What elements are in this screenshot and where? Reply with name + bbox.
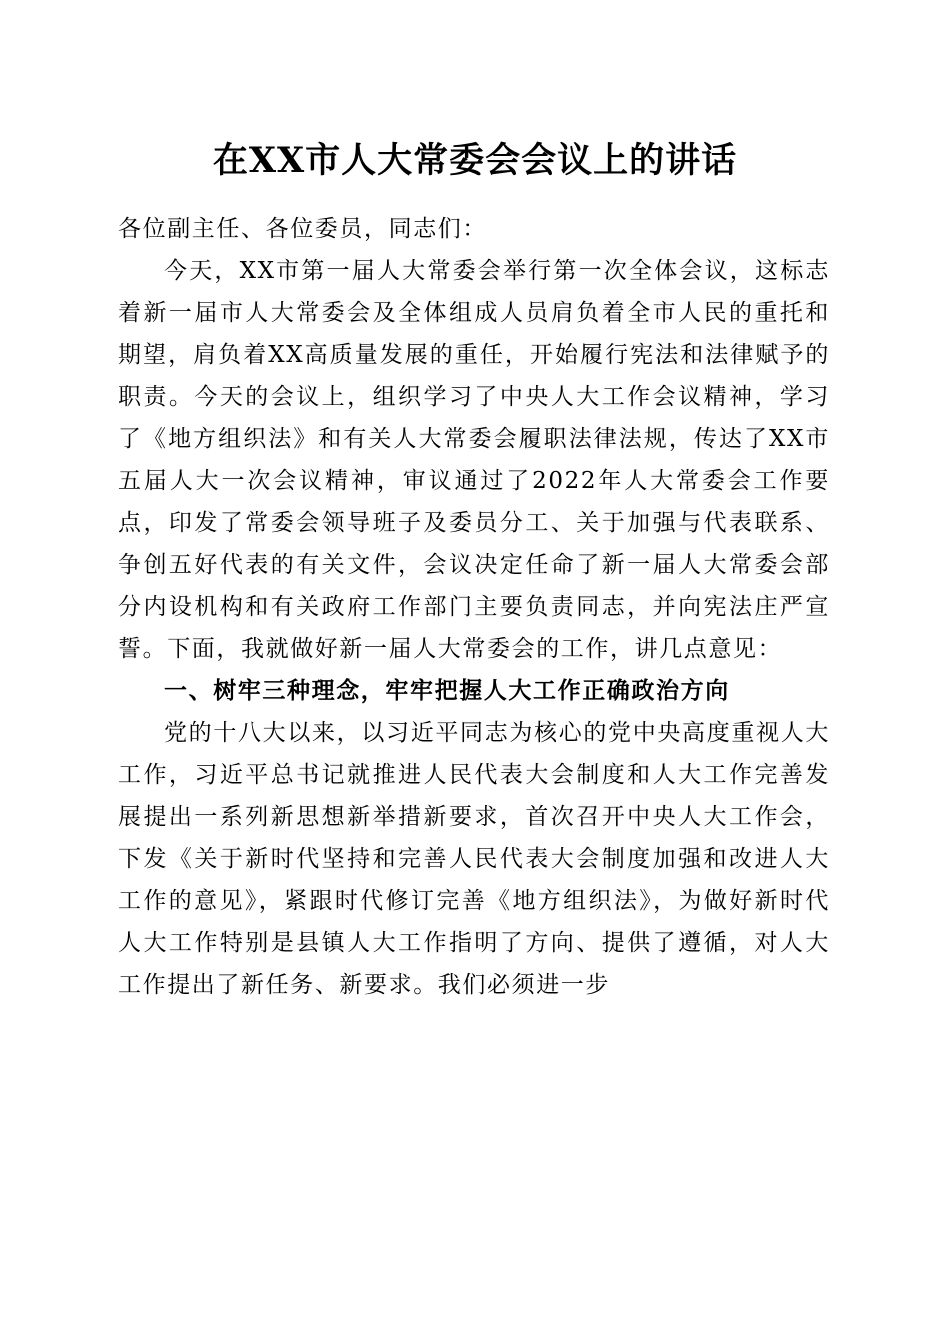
section-heading-1: 一、树牢三种理念，牢牢把握人大工作正确政治方向 [164, 678, 730, 704]
paragraph-intro: 今天，XX市第一届人大常委会举行第一次全体会议，这标志着新一届市人大常委会及全体组成人员肩负着全市人民的重托和期望，肩负着XX高质量发展的重任，开始履行宪法和法律赋予的职责。今天的会议上，组织学习了中央人大工作会议精神，学习了《地方组织法》和有关人大常委会履职法律法规，传达了XX市五届人大一次会议精神，审议通过了2022年人大常委会工作要点，印发了常委会领导班子及委员分工、关于加强与代表联系、争创五好代表的有关文件，会议决定任命了新一届人大常委会部分内设机构和有关政府工作部门主要负责同志，并向宪法庄严宣誓。下面，我就做好新一届人大常委会的工作，讲几点意见： [118, 258, 830, 662]
document-body [118, 208, 830, 1006]
salutation: 各位副主任、各位委员，同志们： [118, 216, 487, 242]
document-title: 在XX市人大常委会会议上的讲话 [212, 140, 738, 181]
paragraph-section-1: 党的十八大以来，以习近平同志为核心的党中央高度重视人大工作，习近平总书记就推进人民代表大会制度和人大工作完善发展提出一系列新思想新举措新要求，首次召开中央人大工作会，下发《关于新时代坚持和完善人民代表大会制度加强和改进人大工作的意见》，紧跟时代修订完善《地方组织法》，为做好新时代人大工作特别是县镇人大工作指明了方向、提供了遵循，对人大工作提出了新任务、新要求。我们必须进一步 [118, 720, 830, 998]
